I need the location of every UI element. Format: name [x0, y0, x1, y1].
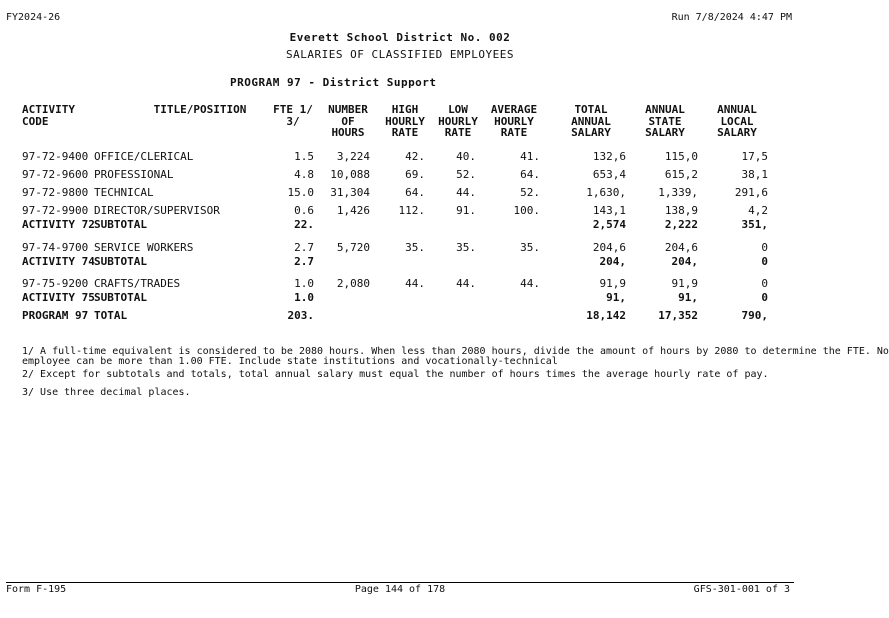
cell-state-salary: 17,352: [658, 309, 698, 322]
cell-hours: 3,224: [336, 150, 370, 163]
cell-total-salary: 1,630,: [586, 186, 626, 199]
cell-state-salary: 91,: [678, 291, 698, 304]
cell-hours: 10,088: [330, 168, 370, 181]
cell-fte: 1.0: [294, 277, 314, 290]
cell-state-salary: 204,: [671, 255, 698, 268]
cell-title-position: PROFESSIONAL: [94, 168, 174, 181]
cell-fte: 0.6: [294, 204, 314, 217]
cell-activity-code: 97-72-9400: [22, 150, 89, 163]
cell-fte: 15.0: [287, 186, 314, 199]
cell-fte: 4.8: [294, 168, 314, 181]
cell-low-rate: 35.: [456, 241, 476, 254]
cell-title-position: SUBTOTAL: [94, 255, 147, 268]
cell-local-salary: 291,6: [734, 186, 768, 199]
cell-avg-rate: 52.: [520, 186, 540, 199]
cell-fte: 22.: [294, 218, 314, 231]
cell-fte: 2.7: [294, 241, 314, 254]
col-total-salary: TOTAL ANNUAL SALARY: [571, 103, 611, 140]
footnote-1-continued: employee can be more than 1.00 FTE. Include state institutions and vocationally-technical: [22, 356, 558, 367]
cell-state-salary: 115,0: [664, 150, 698, 163]
cell-fte: 1.0: [294, 291, 314, 304]
cell-title-position: SERVICE WORKERS: [94, 241, 194, 254]
col-state-salary: ANNUAL STATE SALARY: [645, 103, 685, 140]
cell-total-salary: 204,: [599, 255, 626, 268]
cell-activity-code: ACTIVITY 75: [22, 291, 95, 304]
cell-state-salary: 1,339,: [658, 186, 698, 199]
cell-title-position: TECHNICAL: [94, 186, 154, 199]
cell-avg-rate: 44.: [520, 277, 540, 290]
footnote-1: 1/ A full-time equivalent is considered to be 2080 hours. When less than 2080 hours, divide the amount of hours by 2080 to determine the FTE. No: [22, 346, 889, 357]
cell-total-salary: 653,4: [592, 168, 626, 181]
cell-low-rate: 52.: [456, 168, 476, 181]
cell-activity-code: 97-72-9600: [22, 168, 89, 181]
cell-title-position: TOTAL: [94, 309, 128, 322]
footnote-2: 2/ Except for subtotals and totals, total annual salary must equal the number of hours times the average hourly rate of pay.: [22, 369, 769, 380]
cell-hours: 31,304: [330, 186, 370, 199]
cell-state-salary: 2,222: [664, 218, 698, 231]
col-title-position: TITLE/POSITION: [153, 103, 247, 116]
cell-fte: 203.: [287, 309, 314, 322]
cell-total-salary: 204,6: [592, 241, 626, 254]
col-fte: FTE 1/ 3/: [273, 103, 313, 128]
program-title: PROGRAM 97 - District Support: [230, 76, 437, 89]
cell-state-salary: 615,2: [664, 168, 698, 181]
cell-avg-rate: 35.: [520, 241, 540, 254]
cell-local-salary: 4,2: [748, 204, 768, 217]
footnote-3: 3/ Use three decimal places.: [22, 387, 191, 398]
cell-low-rate: 44.: [456, 186, 476, 199]
cell-local-salary: 38,1: [741, 168, 768, 181]
cell-high-rate: 44.: [405, 277, 425, 290]
cell-activity-code: 97-72-9800: [22, 186, 89, 199]
form-number: Form F-195: [6, 584, 67, 595]
col-hours: NUMBER OF HOURS: [328, 103, 368, 140]
form-code: GFS-301-001 of 3: [693, 584, 790, 595]
cell-hours: 5,720: [336, 241, 370, 254]
cell-state-salary: 138,9: [664, 204, 698, 217]
cell-low-rate: 91.: [456, 204, 476, 217]
cell-avg-rate: 64.: [520, 168, 540, 181]
cell-state-salary: 204,6: [664, 241, 698, 254]
page-number: Page 144 of 178: [354, 584, 446, 595]
cell-title-position: DIRECTOR/SUPERVISOR: [94, 204, 220, 217]
cell-total-salary: 18,142: [586, 309, 626, 322]
cell-state-salary: 91,9: [671, 277, 698, 290]
cell-fte: 2.7: [294, 255, 314, 268]
cell-avg-rate: 100.: [513, 204, 540, 217]
cell-high-rate: 35.: [405, 241, 425, 254]
cell-activity-code: 97-75-9200: [22, 277, 89, 290]
report-period: FY2024-26: [6, 12, 61, 23]
col-local-salary: ANNUAL LOCAL SALARY: [717, 103, 757, 140]
cell-total-salary: 132,6: [592, 150, 626, 163]
cell-title-position: CRAFTS/TRADES: [94, 277, 181, 290]
cell-title-position: SUBTOTAL: [94, 291, 147, 304]
cell-local-salary: 351,: [741, 218, 768, 231]
cell-total-salary: 91,9: [599, 277, 626, 290]
cell-activity-code: ACTIVITY 74: [22, 255, 95, 268]
district-name: Everett School District No. 002: [289, 31, 511, 44]
cell-local-salary: 0: [761, 241, 768, 254]
cell-total-salary: 143,1: [592, 204, 626, 217]
cell-local-salary: 0: [761, 277, 768, 290]
cell-activity-code: 97-74-9700: [22, 241, 89, 254]
cell-total-salary: 2,574: [592, 218, 626, 231]
cell-title-position: SUBTOTAL: [94, 218, 147, 231]
cell-hours: 2,080: [336, 277, 370, 290]
cell-local-salary: 790,: [741, 309, 768, 322]
cell-low-rate: 40.: [456, 150, 476, 163]
col-low-rate: LOW HOURLY RATE: [438, 103, 478, 140]
col-high-rate: HIGH HOURLY RATE: [385, 103, 425, 140]
footer-divider: [6, 582, 794, 583]
col-avg-rate: AVERAGE HOURLY RATE: [490, 103, 538, 140]
cell-hours: 1,426: [336, 204, 370, 217]
cell-local-salary: 0: [761, 255, 768, 268]
cell-avg-rate: 41.: [520, 150, 540, 163]
run-timestamp: Run 7/8/2024 4:47 PM: [671, 12, 792, 23]
cell-high-rate: 64.: [405, 186, 425, 199]
cell-total-salary: 91,: [606, 291, 626, 304]
cell-low-rate: 44.: [456, 277, 476, 290]
cell-high-rate: 112.: [398, 204, 425, 217]
report-title: SALARIES OF CLASSIFIED EMPLOYEES: [286, 48, 514, 61]
cell-title-position: OFFICE/CLERICAL: [94, 150, 194, 163]
cell-local-salary: 0: [761, 291, 768, 304]
cell-local-salary: 17,5: [741, 150, 768, 163]
cell-fte: 1.5: [294, 150, 314, 163]
cell-high-rate: 69.: [405, 168, 425, 181]
cell-activity-code: ACTIVITY 72: [22, 218, 95, 231]
cell-high-rate: 42.: [405, 150, 425, 163]
col-activity-code: ACTIVITY CODE: [22, 103, 75, 128]
cell-activity-code: 97-72-9900: [22, 204, 89, 217]
cell-activity-code: PROGRAM 97: [22, 309, 89, 322]
